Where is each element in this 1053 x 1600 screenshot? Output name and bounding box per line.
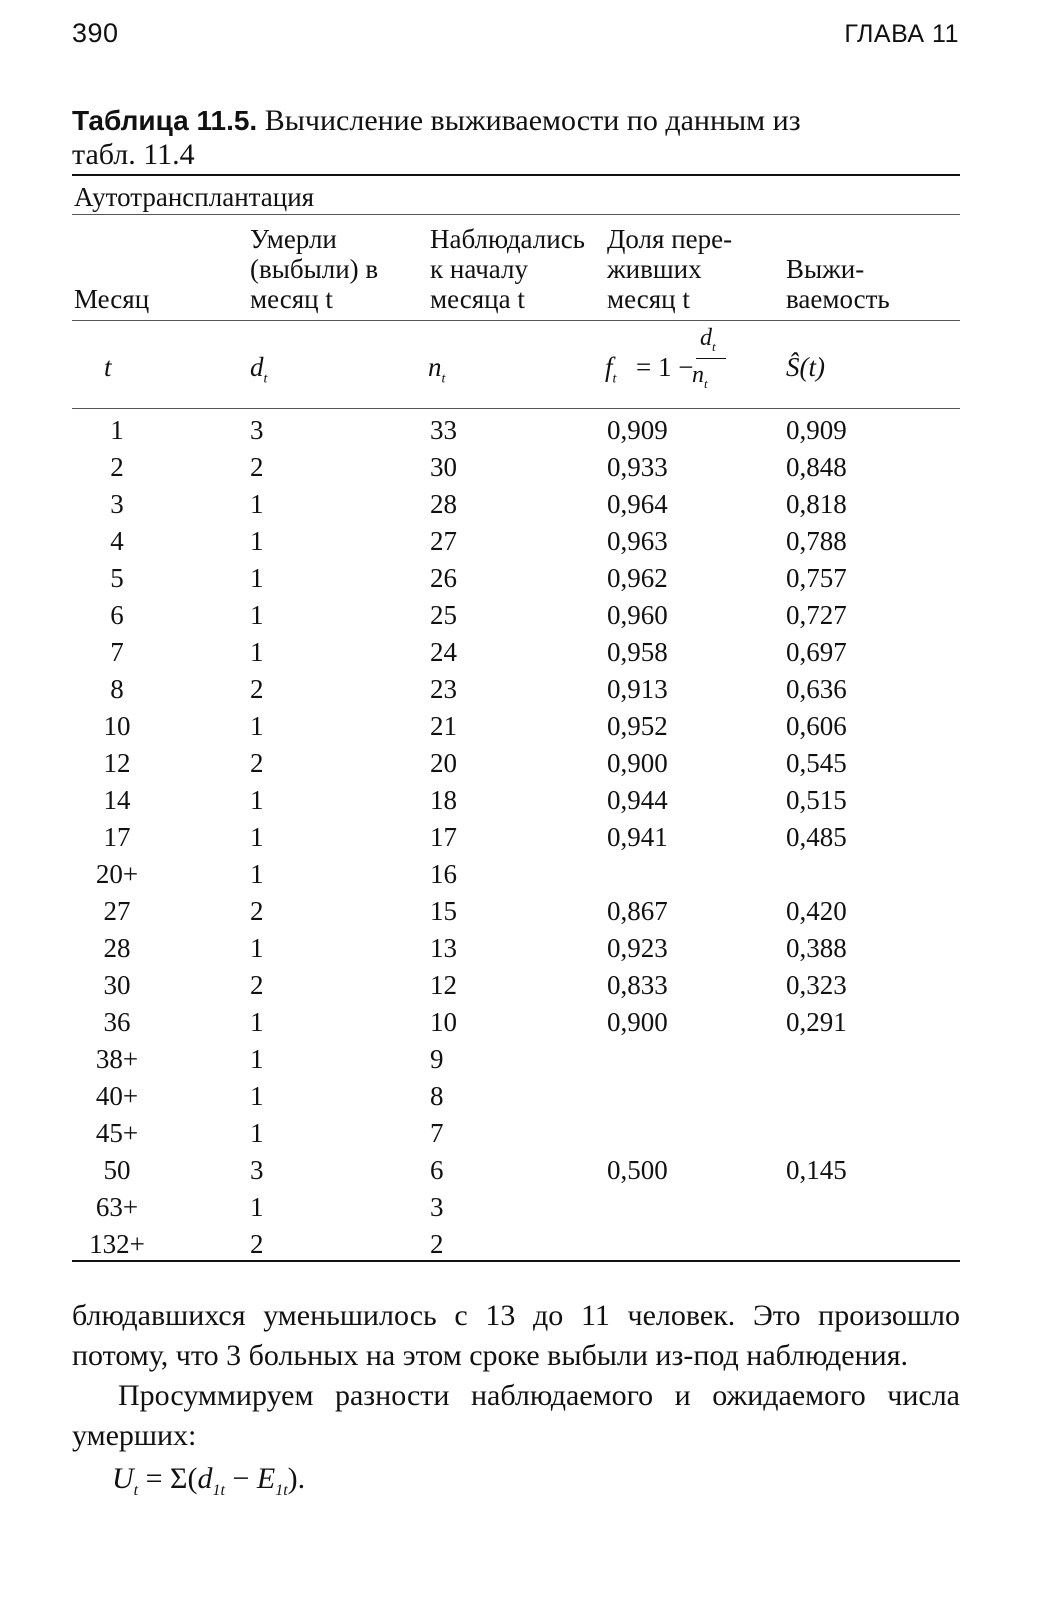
header-died-line2: (выбыли) в (250, 254, 379, 284)
cell-died: 1 (250, 1192, 264, 1222)
cell-fraction: 0,964 (607, 489, 668, 519)
page-number: 390 (72, 18, 119, 48)
table-row (0, 597, 1053, 634)
cell-survival: 0,485 (786, 822, 847, 852)
cell-died: 1 (250, 563, 264, 593)
cell-died: 1 (250, 1081, 264, 1111)
header-survival-line1: Выжи- (786, 254, 865, 284)
cell-observed: 28 (430, 489, 457, 519)
header-observed-line2: к началу (430, 254, 528, 284)
symbol-f-denominator: $n_t$ (692, 362, 708, 391)
header-observed-line3: месяца t (430, 284, 525, 314)
cell-observed: 10 (430, 1007, 457, 1037)
cell-died: 2 (250, 748, 264, 778)
header-observed-line1: Наблюдались (430, 224, 585, 254)
cell-month: 38+ (95, 1044, 139, 1074)
cell-observed: 8 (430, 1081, 444, 1111)
cell-month: 8 (110, 674, 124, 704)
header-observed (430, 224, 585, 314)
table-group-heading: Аутотрансплантация (74, 182, 315, 212)
table-label: Таблица 11.5. (72, 105, 258, 136)
cell-month: 17 (103, 822, 131, 852)
cell-observed: 20 (430, 748, 457, 778)
cell-survival: 0,909 (786, 415, 847, 445)
cell-died: 3 (250, 1155, 264, 1185)
cell-month: 12 (103, 748, 131, 778)
cell-month: 14 (103, 785, 131, 815)
cell-month: 27 (103, 896, 131, 926)
table-row (0, 745, 1053, 782)
cell-fraction: 0,867 (607, 896, 668, 926)
header-died-line1: Умерли (250, 224, 337, 254)
cell-fraction: 0,952 (607, 711, 668, 741)
cell-fraction: 0,933 (607, 452, 668, 482)
header-rule (72, 320, 960, 321)
cell-observed: 17 (430, 822, 457, 852)
table-row (0, 708, 1053, 745)
symbol-f-numerator: $d_t$ (700, 325, 716, 354)
table-row (0, 782, 1053, 819)
cell-observed: 18 (430, 785, 457, 815)
cell-observed: 27 (430, 526, 457, 556)
table-row (0, 1226, 1053, 1263)
table-row (0, 819, 1053, 856)
table-row (0, 1152, 1053, 1189)
cell-died: 1 (250, 1044, 264, 1074)
header-survival-line2: ваемость (786, 284, 890, 314)
cell-fraction: 0,900 (607, 748, 668, 778)
cell-died: 1 (250, 489, 264, 519)
table-top-rule (72, 174, 960, 176)
cell-died: 2 (250, 674, 264, 704)
paragraph-2: Просуммируем разности наблюдаемого и ожидаемого числа умерших: (72, 1379, 960, 1452)
cell-survival: 0,818 (786, 489, 847, 519)
header-fraction-line2: живших (607, 254, 702, 284)
table-body (0, 412, 1053, 1263)
cell-month: 36 (103, 1007, 131, 1037)
table-row (0, 1004, 1053, 1041)
cell-month: 50 (103, 1155, 131, 1185)
symbol-t: t (104, 352, 112, 382)
cell-month: 20+ (95, 859, 139, 889)
cell-fraction: 0,833 (607, 970, 668, 1000)
cell-observed: 15 (430, 896, 457, 926)
cell-observed: 3 (430, 1192, 444, 1222)
cell-died: 1 (250, 785, 264, 815)
cell-survival: 0,636 (786, 674, 847, 704)
header-fraction (607, 224, 732, 314)
cell-observed: 12 (430, 970, 457, 1000)
cell-month: 5 (110, 563, 124, 593)
table-row (0, 1078, 1053, 1115)
cell-observed: 26 (430, 563, 457, 593)
cell-died: 1 (250, 1007, 264, 1037)
cell-fraction: 0,962 (607, 563, 668, 593)
cell-died: 1 (250, 933, 264, 963)
cell-observed: 21 (430, 711, 457, 741)
cell-survival: 0,420 (786, 896, 847, 926)
cell-observed: 13 (430, 933, 457, 963)
header-fraction-line1: Доля пере- (607, 224, 733, 254)
cell-died: 3 (250, 415, 264, 445)
table-row (0, 930, 1053, 967)
table-row (0, 449, 1053, 486)
cell-fraction: 0,941 (607, 822, 668, 852)
cell-month: 63+ (95, 1192, 139, 1222)
cell-month: 4 (110, 526, 124, 556)
symbol-f: $f_t$ (605, 352, 617, 387)
cell-survival: 0,388 (786, 933, 847, 963)
cell-survival: 0,145 (786, 1155, 847, 1185)
cell-month: 40+ (95, 1081, 139, 1111)
cell-month: 2 (110, 452, 124, 482)
header-survival (786, 254, 890, 314)
formula: $U_t = \Sigma(d_{1t} - E_{1t})$. (112, 1462, 306, 1499)
cell-month: 45+ (95, 1118, 139, 1148)
table-row (0, 671, 1053, 708)
table-title-line1: Вычисление выживаемости по данным из (264, 104, 801, 137)
cell-died: 1 (250, 711, 264, 741)
cell-survival: 0,788 (786, 526, 847, 556)
cell-died: 1 (250, 600, 264, 630)
header-month: Месяц (74, 284, 150, 314)
cell-fraction: 0,909 (607, 415, 668, 445)
header-died (250, 224, 378, 314)
symbol-survival: Ŝ(t) (786, 352, 825, 382)
cell-fraction: 0,944 (607, 785, 668, 815)
cell-observed: 7 (430, 1118, 444, 1148)
header-fraction-line3: месяц t (607, 284, 690, 314)
cell-died: 2 (250, 896, 264, 926)
table-row (0, 1041, 1053, 1078)
cell-month: 10 (103, 711, 131, 741)
table-row (0, 893, 1053, 930)
cell-died: 1 (250, 822, 264, 852)
cell-survival: 0,697 (786, 637, 847, 667)
cell-month: 3 (110, 489, 124, 519)
symbol-d: $d_t$ (250, 352, 268, 387)
cell-observed: 16 (430, 859, 457, 889)
cell-survival: 0,291 (786, 1007, 847, 1037)
group-rule (72, 214, 960, 215)
header-died-line3: месяц t (250, 284, 333, 314)
cell-survival: 0,757 (786, 563, 847, 593)
cell-observed: 2 (430, 1229, 444, 1259)
cell-observed: 23 (430, 674, 457, 704)
table-row (0, 967, 1053, 1004)
cell-died: 2 (250, 452, 264, 482)
table-bottom-rule (72, 1260, 960, 1262)
cell-observed: 33 (430, 415, 457, 445)
cell-died: 1 (250, 637, 264, 667)
cell-observed: 25 (430, 600, 457, 630)
table-row (0, 486, 1053, 523)
table-row (0, 523, 1053, 560)
symbol-f-equals: = 1 − (636, 352, 694, 382)
cell-month: 1 (110, 415, 124, 445)
cell-survival: 0,606 (786, 711, 847, 741)
table-row (0, 1189, 1053, 1226)
cell-died: 1 (250, 526, 264, 556)
cell-died: 1 (250, 1118, 264, 1148)
cell-observed: 9 (430, 1044, 444, 1074)
cell-fraction: 0,900 (607, 1007, 668, 1037)
cell-observed: 30 (430, 452, 457, 482)
cell-month: 6 (110, 600, 124, 630)
cell-died: 1 (250, 859, 264, 889)
symbol-n: $n_t$ (428, 352, 446, 387)
cell-survival: 0,848 (786, 452, 847, 482)
table-row (0, 634, 1053, 671)
cell-month: 7 (110, 637, 124, 667)
fraction-bar (696, 358, 726, 359)
cell-fraction: 0,913 (607, 674, 668, 704)
cell-survival: 0,323 (786, 970, 847, 1000)
cell-fraction: 0,500 (607, 1155, 668, 1185)
table-title-line2: табл. 11.4 (72, 138, 195, 171)
cell-observed: 24 (430, 637, 457, 667)
table-row (0, 1115, 1053, 1152)
cell-survival: 0,515 (786, 785, 847, 815)
cell-survival: 0,545 (786, 748, 847, 778)
cell-died: 2 (250, 970, 264, 1000)
cell-fraction: 0,960 (607, 600, 668, 630)
table-caption (72, 104, 972, 172)
table-row (0, 560, 1053, 597)
cell-fraction: 0,923 (607, 933, 668, 963)
symbol-rule (72, 408, 960, 409)
table-row (0, 856, 1053, 893)
cell-died: 2 (250, 1229, 264, 1259)
cell-observed: 6 (430, 1155, 444, 1185)
running-header: ГЛАВА 11 (844, 20, 959, 48)
cell-month: 30 (103, 970, 131, 1000)
cell-fraction: 0,958 (607, 637, 668, 667)
cell-fraction: 0,963 (607, 526, 668, 556)
cell-survival: 0,727 (786, 600, 847, 630)
table-row (0, 412, 1053, 449)
cell-month: 28 (103, 933, 131, 963)
paragraph-1: блюдавшихся уменьшилось с 13 до 11 человек. Это произошло потому, что 3 больных на этом сроке выбыли из-под наблюдения. (72, 1299, 960, 1372)
cell-month: 132+ (89, 1229, 145, 1259)
